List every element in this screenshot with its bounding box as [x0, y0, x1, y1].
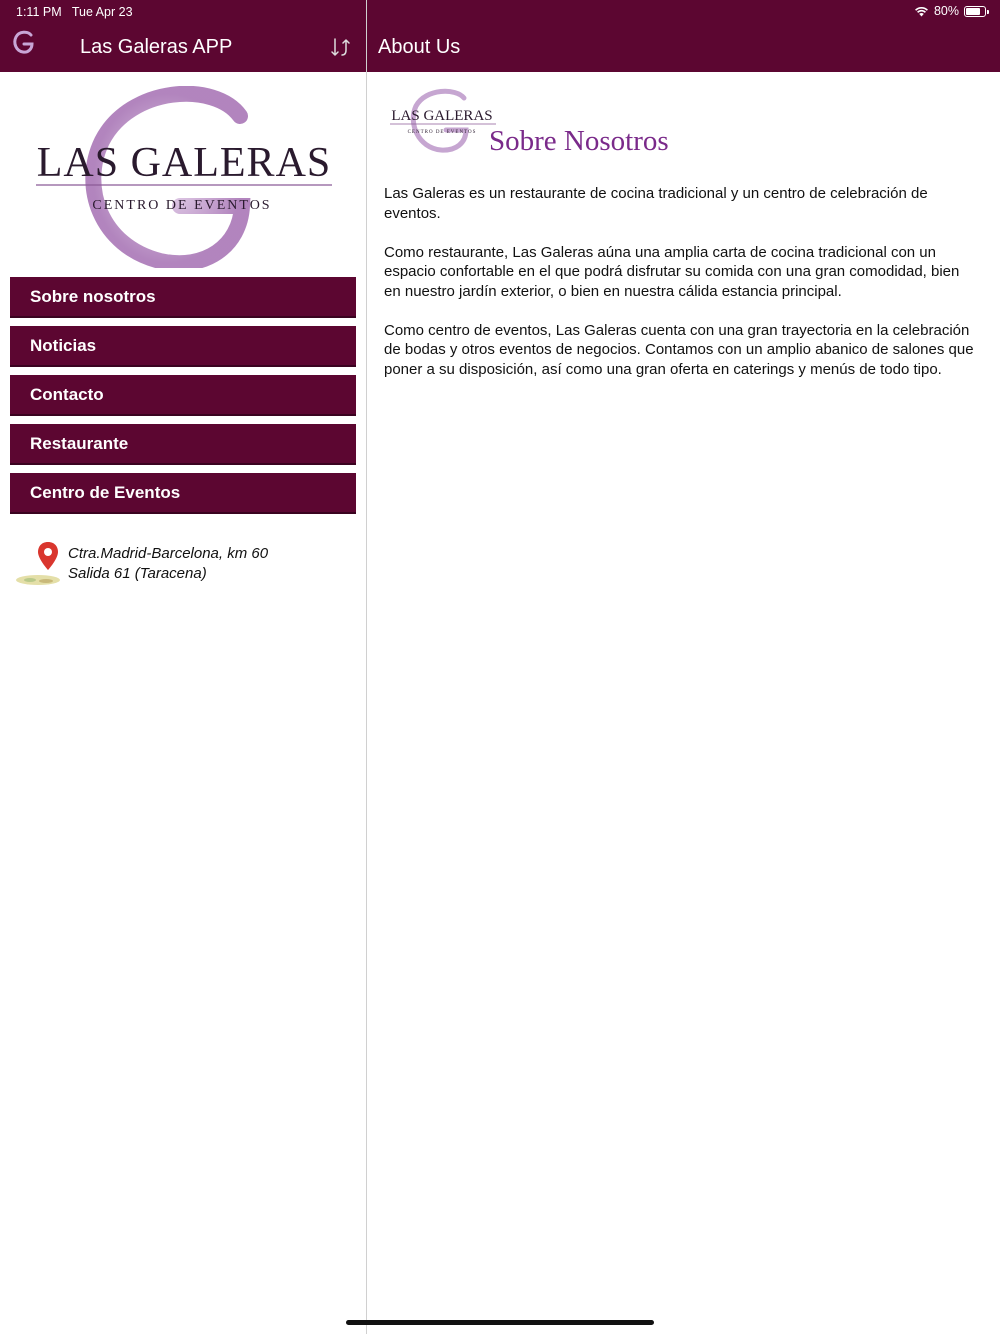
wifi-icon	[914, 6, 929, 17]
about-paragraph-2: Como restaurante, Las Galeras aúna una amplia carta de cocina tradicional con un espacio confortable en el que podrá disfrutar su comida con una gran comodidad, bien en nuestro jardín exterior, o bien en nuestra cálida estancia principal.	[384, 243, 960, 300]
refresh-icon[interactable]	[328, 36, 350, 58]
status-date: Tue Apr 23	[71, 5, 133, 19]
mini-logo-name: LAS GALERAS	[391, 108, 493, 124]
about-content	[384, 184, 974, 399]
menu-item-contacto[interactable]: Contacto	[10, 375, 356, 414]
map-pin-icon	[14, 540, 66, 588]
home-indicator[interactable]	[346, 1320, 654, 1325]
about-paragraph-1: Las Galeras es un restaurante de cocina tradicional y un centro de celebración de eventos.	[384, 185, 928, 222]
app-logo-icon[interactable]	[10, 28, 38, 56]
battery-icon	[964, 6, 986, 17]
menu-item-centro-de-eventos[interactable]: Centro de Eventos	[10, 473, 356, 512]
status-clock: 1:11 PM	[16, 5, 62, 19]
las-galeras-logo	[30, 86, 338, 268]
address-block[interactable]	[14, 540, 268, 588]
mini-logo-tagline: CENTRO DE EVENTOS	[407, 130, 477, 135]
address-text	[68, 544, 268, 588]
address-line-1: Ctra.Madrid-Barcelona, km 60	[68, 545, 269, 562]
menu-item-restaurante[interactable]: Restaurante	[10, 424, 356, 463]
battery-level	[966, 8, 980, 15]
right-nav-title: About Us	[378, 36, 461, 58]
menu-item-sobre-nosotros[interactable]: Sobre nosotros	[10, 277, 356, 316]
left-nav-title: Las Galeras APP	[80, 36, 233, 58]
about-paragraph-3: Como centro de eventos, Las Galeras cuenta con una gran trayectoria en la celebración de bodas y otros eventos de negocios. Contamos con un amplio abanico de salones que poner a su disposición, así como una gran oferta en caterings y menús de todo tipo.	[384, 321, 974, 378]
about-heading: Sobre Nosotros	[489, 125, 669, 157]
split-divider	[366, 0, 367, 1334]
logo-tagline: CENTRO DE EVENTOS	[92, 198, 272, 213]
menu-item-noticias[interactable]: Noticias	[10, 326, 356, 365]
status-indicators	[914, 4, 986, 18]
status-time	[16, 5, 133, 19]
sobre-nosotros-header	[386, 88, 686, 158]
main-menu	[10, 277, 356, 522]
address-line-2: Salida 61 (Taracena)	[68, 565, 207, 582]
logo-name: LAS GALERAS	[36, 140, 332, 186]
battery-percent: 80%	[933, 4, 959, 18]
